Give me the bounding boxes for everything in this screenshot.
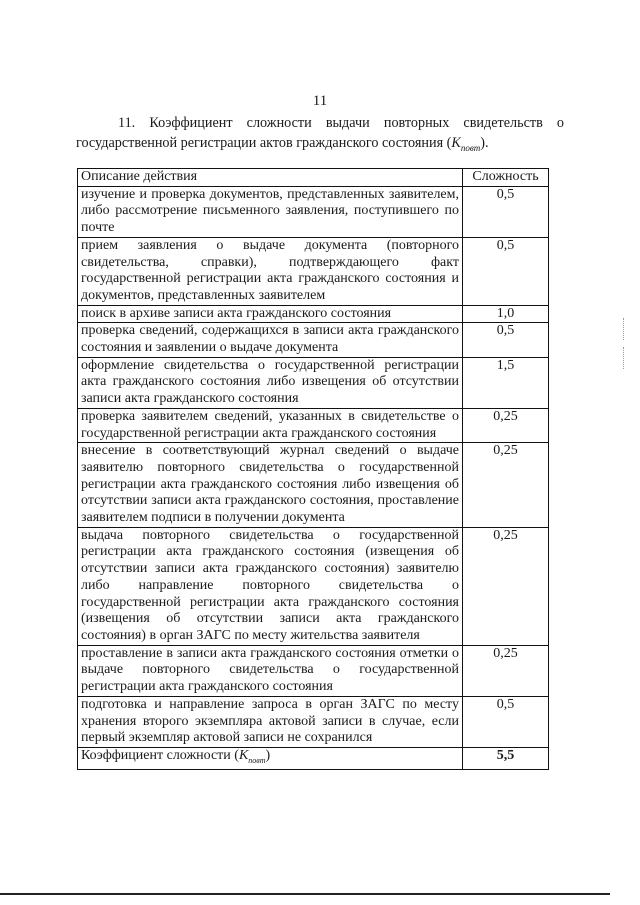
- table-header-row: [78, 169, 549, 187]
- row-description: подготовка и направление запроса в орган ЗАГС по месту хранения второго экземпляра актовой записи в случае, если первый экземпляр актовой записи не сохранился: [78, 696, 463, 747]
- row-complexity: 0,25: [463, 408, 549, 442]
- table-row: [78, 408, 549, 442]
- row-description: оформление свидетельства о государственной регистрации акта гражданского состояния либо извещения об отсутствии записи акта гражданского состояния: [78, 357, 463, 408]
- row-description: внесение в соответствующий журнал сведений о выдаче заявителю повторного свидетельства о государственной регистрации акта гражданского состояния либо извещения об отсутствии записи акта гражданского состояния, проставление заявителем подписи в получении документа: [78, 443, 463, 528]
- total-label-text: Коэффициент сложности (: [81, 747, 239, 763]
- total-value: 5,5: [463, 747, 549, 770]
- row-complexity: 0,5: [463, 323, 549, 357]
- table-row: [78, 323, 549, 357]
- table-total-row: [78, 747, 549, 770]
- row-complexity: 0,5: [463, 696, 549, 747]
- table-row: [78, 443, 549, 528]
- table-row: [78, 237, 549, 305]
- row-complexity: 1,0: [463, 305, 549, 323]
- row-description: проставление в записи акта гражданского состояния отметки о выдаче повторного свидетельства о государственной регистрации акта гражданского состояния: [78, 645, 463, 696]
- row-description: изучение и проверка документов, представленных заявителем, либо рассмотрение письменного заявления, поступившего по почте: [78, 186, 463, 237]
- row-complexity: 0,5: [463, 186, 549, 237]
- complexity-table: [77, 168, 549, 770]
- table-row: [78, 357, 549, 408]
- row-complexity: 0,5: [463, 237, 549, 305]
- row-description: проверка заявителем сведений, указанных в свидетельстве о государственной регистрации акта гражданского состояния: [78, 408, 463, 442]
- heading-symbol: K: [451, 135, 461, 151]
- bottom-rule: [0, 893, 610, 895]
- margin-mark: [623, 318, 624, 340]
- row-complexity: 0,25: [463, 527, 549, 645]
- total-symbol: K: [238, 747, 249, 763]
- row-complexity: 0,25: [463, 645, 549, 696]
- row-complexity: 0,25: [463, 443, 549, 528]
- total-label: [78, 747, 463, 770]
- row-complexity: 1,5: [463, 357, 549, 408]
- table-row: [78, 527, 549, 645]
- page-number: 11: [312, 93, 328, 109]
- row-description: поиск в архиве записи акта гражданского состояния: [78, 305, 463, 323]
- header-description: Описание действия: [78, 169, 463, 187]
- heading-tail: ).: [480, 135, 489, 151]
- row-description: выдача повторного свидетельства о государственной регистрации акта гражданского состояния (извещения об отсутствии записи акта гражданского состояния) заявителю либо направление повторного свидетельства о государственной регистрации акта гражданского состояния (извещения об отсутствии записи акта гражданского состояния) в орган ЗАГС по месту жительства заявителя: [78, 527, 463, 645]
- table-row: [78, 696, 549, 747]
- margin-mark: [623, 347, 624, 369]
- total-subscript: повт: [248, 755, 266, 765]
- header-complexity: Сложность: [463, 169, 549, 187]
- section-heading: [76, 113, 564, 158]
- table-row: [78, 645, 549, 696]
- table-row: [78, 186, 549, 237]
- row-description: прием заявления о выдаче документа (повторного свидетельства, справки), подтверждающего факт государственной регистрации акта гражданского состояния и документов, представленных заявителем: [78, 237, 463, 305]
- row-description: проверка сведений, содержащихся в записи акта гражданского состояния и заявлении о выдаче документа: [78, 323, 463, 357]
- total-tail: ): [265, 747, 271, 763]
- table-row: [78, 305, 549, 323]
- heading-subscript: повт: [460, 142, 481, 153]
- heading-text: 11. Коэффициент сложности выдачи повторных свидетельств о государственной регистрации актов гражданского состояния (: [76, 115, 564, 151]
